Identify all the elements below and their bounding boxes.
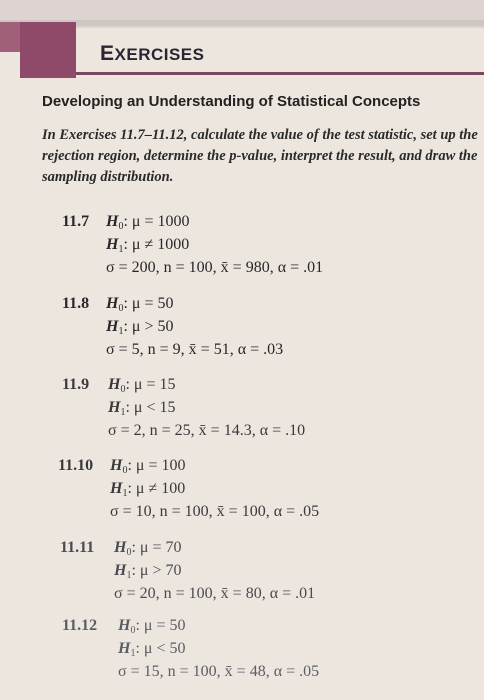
- exercise-number: 11.10: [58, 457, 94, 474]
- exercise-number: 11.11: [60, 539, 95, 556]
- instructions-paragraph: In Exercises 11.7–11.12, calculate the value of the test statistic, set up the rejection region, determine the p-value, interpret the result, and draw the sampling distribution.: [42, 127, 478, 185]
- decorative-block: [20, 22, 76, 78]
- exercise-parameters: σ = 15, n = 100, x̄ = 48, α = .05: [118, 663, 320, 680]
- section-title: Developing an Understanding of Statistical Concepts: [42, 93, 421, 110]
- page-heading: [100, 42, 205, 66]
- exercise-number: 11.7: [62, 213, 90, 230]
- exercise-parameters: σ = 5, n = 9, x̄ = 51, α = .03: [106, 341, 284, 358]
- null-hypothesis: $H_0$: μ = 1000: [106, 213, 190, 232]
- alternative-hypothesis: $H_1$: μ > 50: [106, 318, 174, 337]
- header-rule: [76, 72, 484, 75]
- heading-rest: XERCISES: [114, 45, 205, 64]
- alternative-hypothesis: $H_1$: μ ≠ 1000: [106, 236, 190, 255]
- null-hypothesis: $H_0$: μ = 15: [108, 376, 176, 395]
- exercise-parameters: σ = 10, n = 100, x̄ = 100, α = .05: [110, 503, 320, 520]
- null-hypothesis: $H_0$: μ = 100: [110, 457, 186, 476]
- alternative-hypothesis: $H_1$: μ ≠ 100: [110, 480, 186, 499]
- null-hypothesis: $H_0$: μ = 70: [114, 539, 182, 558]
- exercise-parameters: σ = 20, n = 100, x̄ = 80, α = .01: [114, 585, 316, 602]
- exercise-parameters: σ = 200, n = 100, x̄ = 980, α = .01: [106, 259, 324, 276]
- exercise-number: 11.8: [62, 295, 90, 312]
- exercise-number: 11.12: [62, 617, 98, 634]
- alternative-hypothesis: $H_1$: μ < 50: [118, 640, 186, 659]
- alternative-hypothesis: $H_1$: μ < 15: [108, 399, 176, 418]
- exercise-number: 11.9: [62, 376, 90, 393]
- null-hypothesis: $H_0$: μ = 50: [118, 617, 186, 636]
- exercise-parameters: σ = 2, n = 25, x̄ = 14.3, α = .10: [108, 422, 306, 439]
- decorative-block-left: [0, 22, 20, 52]
- null-hypothesis: $H_0$: μ = 50: [106, 295, 174, 314]
- heading-initial: E: [100, 42, 115, 65]
- alternative-hypothesis: $H_1$: μ > 70: [114, 562, 182, 581]
